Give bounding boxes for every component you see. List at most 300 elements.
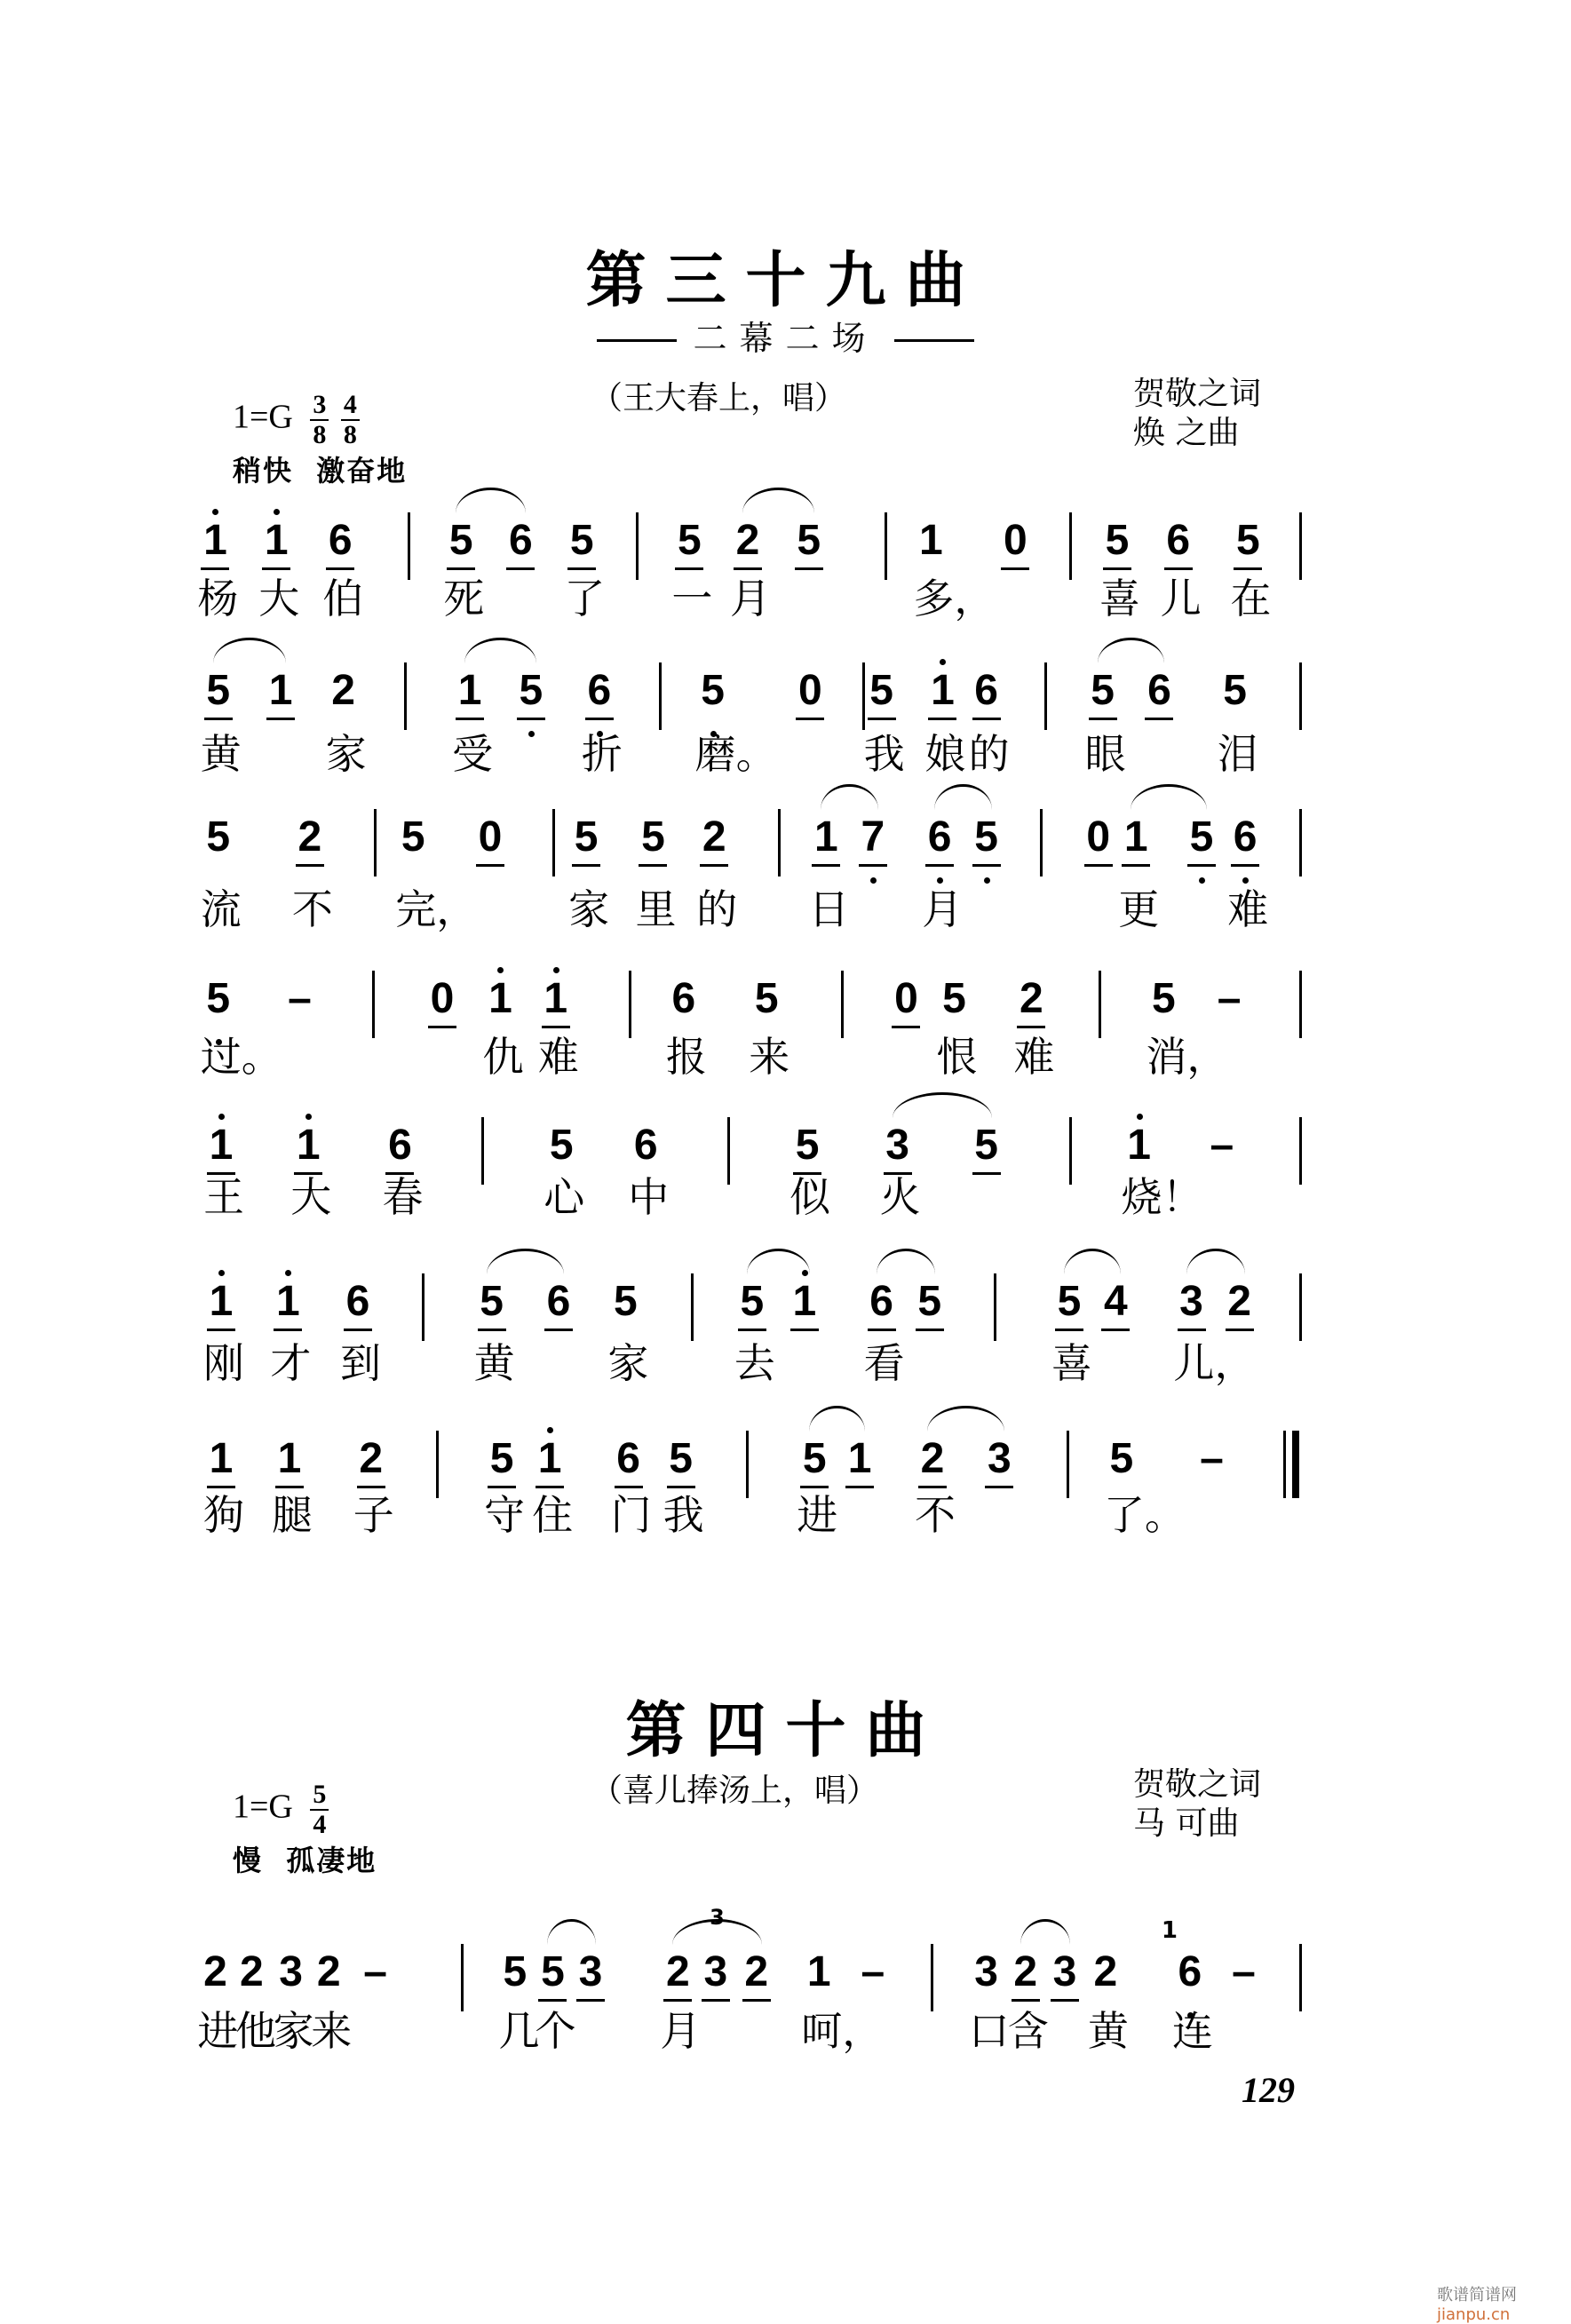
barline	[422, 1273, 424, 1341]
note-5: 5	[401, 813, 425, 861]
lyricist: 贺敬之词	[1133, 1766, 1262, 1803]
note-5: 5	[802, 1434, 827, 1482]
slur	[1098, 638, 1165, 663]
underline	[576, 1999, 605, 2002]
underline	[567, 567, 596, 570]
grace-note: 1	[1161, 1916, 1178, 1944]
underline	[985, 1486, 1013, 1488]
note-5: 5	[1223, 666, 1247, 714]
note-1: 1	[457, 666, 482, 714]
lyric-char: 消，	[1146, 1032, 1228, 1081]
octave-up-dot	[940, 659, 946, 665]
lyric-char: 受	[452, 729, 494, 778]
underline	[476, 864, 504, 867]
underline	[790, 1329, 819, 1331]
key: 1=G	[233, 398, 293, 436]
barline	[778, 809, 781, 876]
note-5: 5	[669, 1434, 693, 1482]
barline	[746, 1431, 749, 1498]
lyric-char: 口	[968, 2007, 1010, 2055]
note-7: 7	[855, 814, 891, 861]
underline	[506, 567, 535, 570]
final-barline-thin	[1283, 1431, 1286, 1498]
lyric-char: 中	[628, 1173, 670, 1222]
dash-sustain: –	[1210, 1122, 1234, 1170]
slur	[934, 784, 991, 810]
page-number: 129	[1242, 2070, 1295, 2110]
note-6: 6	[1227, 814, 1263, 861]
underline	[1231, 864, 1259, 867]
time-signature-1: $\frac{3}{8}$	[310, 391, 329, 449]
dash-sustain: –	[363, 1947, 387, 1995]
lyric-char: 春	[382, 1173, 424, 1222]
note-2: 2	[359, 1434, 384, 1482]
lyric-char: 守	[484, 1490, 526, 1539]
lyric-char: 我	[663, 1490, 704, 1539]
octave-up-dot	[1137, 1114, 1143, 1120]
underline	[918, 1486, 947, 1488]
note-6: 6	[616, 1434, 640, 1482]
underline	[274, 1329, 302, 1331]
note-1: 1	[209, 1434, 234, 1482]
underline	[812, 864, 840, 867]
note-0: 0	[798, 666, 822, 714]
underline	[1145, 718, 1173, 720]
lyric-char: 腿	[271, 1490, 313, 1539]
lyric-char: 里	[635, 885, 677, 934]
slur	[487, 1249, 564, 1274]
note-6: 6	[388, 1122, 412, 1170]
lyric-char: 一	[671, 574, 713, 623]
note-5: 5	[541, 1947, 565, 1995]
song39-title: 第三十九曲	[585, 245, 986, 316]
octave-up-dot	[553, 967, 559, 973]
underline	[796, 718, 824, 720]
lyric-char: 刚	[202, 1339, 244, 1388]
lyric-char: 黄	[473, 1339, 515, 1388]
note-3: 3	[578, 1947, 603, 1995]
note-5: 5	[569, 516, 594, 564]
underline	[795, 567, 823, 570]
underline	[296, 864, 324, 867]
underline	[207, 1329, 235, 1331]
octave-up-dot	[218, 1270, 225, 1276]
note-5: 5	[503, 1947, 528, 1995]
lyric-char: 家	[607, 1339, 649, 1388]
note-1: 1	[1122, 1122, 1157, 1169]
lyric-char: 门	[610, 1490, 652, 1539]
slur	[893, 1092, 992, 1118]
note-1: 1	[806, 1947, 831, 1995]
underline	[1051, 1999, 1079, 2002]
slur	[464, 638, 536, 663]
lyric-char: 大	[290, 1173, 332, 1222]
barline	[481, 1117, 484, 1185]
note-2: 2	[316, 1947, 341, 1995]
underline	[1089, 718, 1117, 720]
barline	[659, 662, 662, 730]
dash-sustain: –	[1232, 1947, 1256, 1995]
octave-up-dot	[305, 1114, 312, 1120]
underline	[357, 1486, 385, 1488]
note-0: 0	[478, 813, 503, 861]
underline	[700, 864, 728, 867]
note-5: 5	[695, 668, 731, 714]
octave-down-dot	[870, 877, 877, 884]
barline	[1299, 1117, 1302, 1185]
underline	[667, 1486, 695, 1488]
note-2: 2	[702, 813, 726, 861]
slur	[1064, 1249, 1121, 1274]
note-3: 3	[987, 1434, 1012, 1482]
lyric-char: 家	[325, 729, 367, 778]
underline	[742, 1999, 771, 2002]
lyric-char: 难	[1227, 885, 1269, 934]
octave-up-dot	[547, 1427, 553, 1433]
note-1: 1	[847, 1434, 872, 1482]
note-2: 2	[240, 1947, 264, 1995]
underline	[275, 1486, 304, 1488]
underline	[201, 567, 229, 570]
slur	[213, 638, 286, 663]
note-6: 6	[1172, 1949, 1208, 1995]
lyric-char: 仇	[482, 1032, 524, 1081]
note-5: 5	[513, 668, 549, 714]
lyric-char: 来	[749, 1032, 790, 1081]
slur	[456, 488, 526, 513]
dash-sustain: –	[1217, 974, 1242, 1022]
underline	[1103, 567, 1131, 570]
barline	[1299, 809, 1302, 876]
underline	[734, 567, 762, 570]
dash-sustain: –	[861, 1947, 885, 1995]
lyric-char: 难	[1013, 1032, 1055, 1081]
lyric-char: 的	[968, 729, 1010, 778]
lyric-char: 王	[202, 1173, 244, 1222]
note-1: 1	[532, 1436, 567, 1482]
note-2: 2	[1093, 1947, 1118, 1995]
note-2: 2	[735, 516, 760, 564]
underline	[868, 718, 896, 720]
note-0: 0	[430, 974, 455, 1022]
note-1: 1	[277, 1434, 302, 1482]
underline	[663, 1999, 692, 2002]
slur	[1186, 1249, 1245, 1274]
underline	[262, 567, 290, 570]
note-6: 6	[1166, 516, 1191, 564]
note-6: 6	[328, 516, 353, 564]
lyric-char: 喜	[1051, 1339, 1092, 1388]
lyric-char: 流	[200, 885, 242, 934]
note-6: 6	[671, 974, 696, 1022]
note-5: 5	[549, 1122, 574, 1170]
underline	[859, 864, 887, 867]
note-5: 5	[795, 1122, 820, 1170]
lyric-char: 呵，	[801, 2007, 884, 2055]
barline	[931, 1944, 933, 2011]
slur	[927, 1406, 1004, 1432]
note-5: 5	[448, 516, 473, 564]
barline	[408, 512, 410, 580]
note-5: 5	[1152, 974, 1176, 1022]
note-2: 2	[1013, 1947, 1038, 1995]
note-2: 2	[298, 813, 322, 861]
note-3: 3	[885, 1122, 909, 1170]
lyric-char: 黄	[1087, 2007, 1129, 2055]
note-1: 1	[203, 1122, 239, 1169]
underline	[845, 1486, 874, 1488]
lyric-char: 进	[797, 1490, 838, 1539]
lyric-char: 去	[734, 1339, 775, 1388]
underline	[456, 718, 484, 720]
lyric-char: 儿，	[1173, 1339, 1256, 1388]
note-1: 1	[258, 518, 294, 564]
underline	[1226, 1329, 1254, 1331]
lyric-char: 折	[581, 729, 623, 778]
lyric-char: 似	[789, 1173, 831, 1222]
note-5: 5	[1057, 1277, 1082, 1325]
barline	[372, 971, 375, 1038]
scene-label: 二幕二场	[693, 319, 878, 358]
lyric-char: 泪	[1217, 729, 1258, 778]
lyric-char: 个	[535, 2007, 576, 2055]
barline	[994, 1273, 996, 1341]
lyric-char: 喜	[1099, 574, 1140, 623]
underline	[326, 567, 354, 570]
slur	[1131, 784, 1207, 810]
barline	[1299, 662, 1302, 730]
lyric-char: 家	[568, 885, 610, 934]
composer: 马 可曲	[1133, 1805, 1240, 1842]
lyric-char: 杨	[197, 574, 239, 623]
note-3: 3	[1052, 1947, 1077, 1995]
barline	[436, 1431, 439, 1498]
underline	[702, 1999, 730, 2002]
lyric-char: 的	[696, 885, 738, 934]
underline	[1122, 864, 1150, 867]
note-5: 5	[974, 1122, 998, 1170]
lyric-char: 进	[197, 2007, 239, 2055]
note-1: 1	[268, 666, 293, 714]
underline	[928, 718, 956, 720]
slur	[1020, 1919, 1070, 1945]
lyric-char: 心	[544, 1173, 585, 1222]
note-5: 5	[969, 814, 1004, 861]
underline	[615, 1486, 643, 1488]
note-5: 5	[1236, 516, 1260, 564]
lyric-char: 完，	[395, 885, 478, 934]
barline	[1067, 1431, 1069, 1498]
note-1: 1	[203, 1279, 239, 1325]
underline	[572, 864, 600, 867]
underline	[344, 1329, 372, 1331]
underline	[1187, 864, 1216, 867]
underline	[536, 1486, 564, 1488]
underline	[738, 1329, 766, 1331]
note-6: 6	[633, 1122, 658, 1170]
lyric-char: 过。	[200, 1032, 282, 1081]
lyric-char: 才	[270, 1339, 312, 1388]
barline	[374, 809, 377, 876]
note-5: 5	[942, 974, 966, 1022]
note-1: 1	[482, 976, 518, 1022]
lyric-char: 眼	[1084, 729, 1126, 778]
lyric-char: 娘	[924, 729, 966, 778]
note-3: 3	[703, 1947, 728, 1995]
underline	[1164, 567, 1193, 570]
lyric-char: 火	[879, 1173, 921, 1222]
note-2: 2	[744, 1947, 769, 1995]
song40-cue: （喜儿捧汤上，唱）	[591, 1773, 879, 1809]
underline	[488, 1486, 516, 1488]
lyric-char: 不	[291, 885, 333, 934]
song40-title: 第四十曲	[625, 1695, 946, 1766]
underline	[1001, 567, 1029, 570]
note-2: 2	[665, 1947, 690, 1995]
time-signature-2: $\frac{4}{8}$	[341, 391, 360, 449]
barline	[461, 1944, 464, 2011]
barline	[1299, 512, 1302, 580]
lyric-char: 来	[311, 2007, 353, 2055]
barline	[862, 662, 865, 730]
lyric-char: 到	[339, 1339, 381, 1388]
octave-up-dot	[218, 1114, 225, 1120]
note-6: 6	[509, 516, 533, 564]
dash-sustain: –	[1200, 1434, 1224, 1482]
time-signature: $\frac{5}{4}$	[310, 1781, 329, 1839]
lyric-char: 月	[922, 885, 964, 934]
lyric-char: 黄	[200, 729, 242, 778]
lyric-char: 家	[273, 2007, 314, 2055]
note-6: 6	[869, 1277, 893, 1325]
lyric-char: 多，	[913, 574, 996, 623]
key: 1=G	[233, 1788, 293, 1826]
lyric-char: 报	[665, 1032, 707, 1081]
underline	[1084, 864, 1113, 867]
lyric-char: 在	[1230, 574, 1272, 623]
underline	[1055, 1329, 1083, 1331]
note-5: 5	[917, 1277, 942, 1325]
lyric-char: 连	[1171, 2007, 1213, 2055]
note-6: 6	[922, 814, 957, 861]
octave-down-dot	[1242, 877, 1249, 884]
note-5: 5	[1109, 1434, 1134, 1482]
note-3: 3	[974, 1947, 998, 1995]
lyric-char: 看	[863, 1339, 905, 1388]
octave-up-dot	[497, 967, 504, 973]
dash-sustain: –	[288, 974, 312, 1022]
note-4: 4	[1103, 1277, 1128, 1325]
barline	[1040, 809, 1043, 876]
barline	[404, 662, 407, 730]
note-5: 5	[1184, 814, 1219, 861]
composer: 焕 之曲	[1133, 415, 1240, 451]
barline	[841, 971, 844, 1038]
note-5: 5	[206, 813, 231, 861]
triplet-mark: 3	[710, 1904, 725, 1930]
lyric-char: 月	[729, 574, 771, 623]
underline	[544, 1329, 573, 1331]
underline	[207, 1486, 235, 1488]
note-5: 5	[206, 666, 231, 714]
lyric-char: 恨	[936, 1032, 978, 1081]
note-5: 5	[641, 813, 665, 861]
note-5: 5	[869, 666, 893, 714]
barline	[727, 1117, 730, 1185]
note-5: 5	[797, 516, 821, 564]
note-1: 1	[270, 1279, 305, 1325]
octave-down-dot	[937, 877, 943, 884]
octave-down-dot	[984, 877, 990, 884]
barline	[636, 512, 639, 580]
note-5: 5	[678, 516, 702, 564]
barline	[1069, 1117, 1072, 1185]
note-5: 5	[201, 976, 236, 1022]
note-6: 6	[582, 668, 617, 714]
note-0: 0	[1003, 516, 1027, 564]
underline	[204, 718, 233, 720]
underline	[1178, 1329, 1206, 1331]
lyric-char: 他	[235, 2007, 276, 2055]
lyric-char: 含	[1007, 2007, 1049, 2055]
underline	[538, 1999, 567, 2002]
lyric-char: 更	[1118, 885, 1160, 934]
lyric-char: 几	[498, 2007, 540, 2055]
note-6: 6	[345, 1277, 370, 1325]
lyric-char: 我	[863, 729, 905, 778]
note-6: 6	[1147, 666, 1171, 714]
lyric-char: 烧！	[1121, 1173, 1203, 1222]
underline	[800, 1486, 829, 1488]
slur	[547, 1919, 596, 1945]
song39-cue: （王大春上，唱）	[591, 380, 847, 416]
lyric-char: 狗	[202, 1490, 244, 1539]
lyric-char: 伯	[322, 574, 364, 623]
lyric-char: 月	[660, 2007, 702, 2055]
underline	[266, 718, 295, 720]
note-5: 5	[754, 974, 779, 1022]
underline	[478, 1329, 506, 1331]
lyric-char: 死	[443, 574, 485, 623]
octave-down-dot	[528, 731, 535, 737]
barline	[691, 1273, 694, 1341]
note-5: 5	[613, 1277, 638, 1325]
note-1: 1	[197, 518, 233, 564]
note-5: 5	[574, 813, 599, 861]
lyric-char: 住	[532, 1490, 574, 1539]
lyric-char: 子	[353, 1490, 394, 1539]
underline	[868, 1329, 896, 1331]
lyric-char: 磨。	[694, 729, 777, 778]
lyric-char: 难	[537, 1032, 579, 1081]
underline	[892, 1026, 920, 1028]
note-1: 1	[814, 813, 838, 861]
note-3: 3	[1179, 1277, 1203, 1325]
note-1: 1	[290, 1122, 326, 1169]
underline	[428, 1026, 456, 1028]
underline	[916, 1329, 944, 1331]
note-3: 3	[279, 1947, 303, 1995]
underline	[1017, 1026, 1045, 1028]
lyric-char: 了。	[1103, 1490, 1186, 1539]
watermark: 歌谱简谱网 jianpu.cn	[1437, 2286, 1517, 2324]
barline	[1299, 971, 1302, 1038]
lyric-char: 了	[564, 574, 606, 623]
barline	[1299, 1273, 1302, 1341]
underline	[972, 718, 1001, 720]
note-6: 6	[546, 1277, 571, 1325]
barline	[1099, 971, 1101, 1038]
